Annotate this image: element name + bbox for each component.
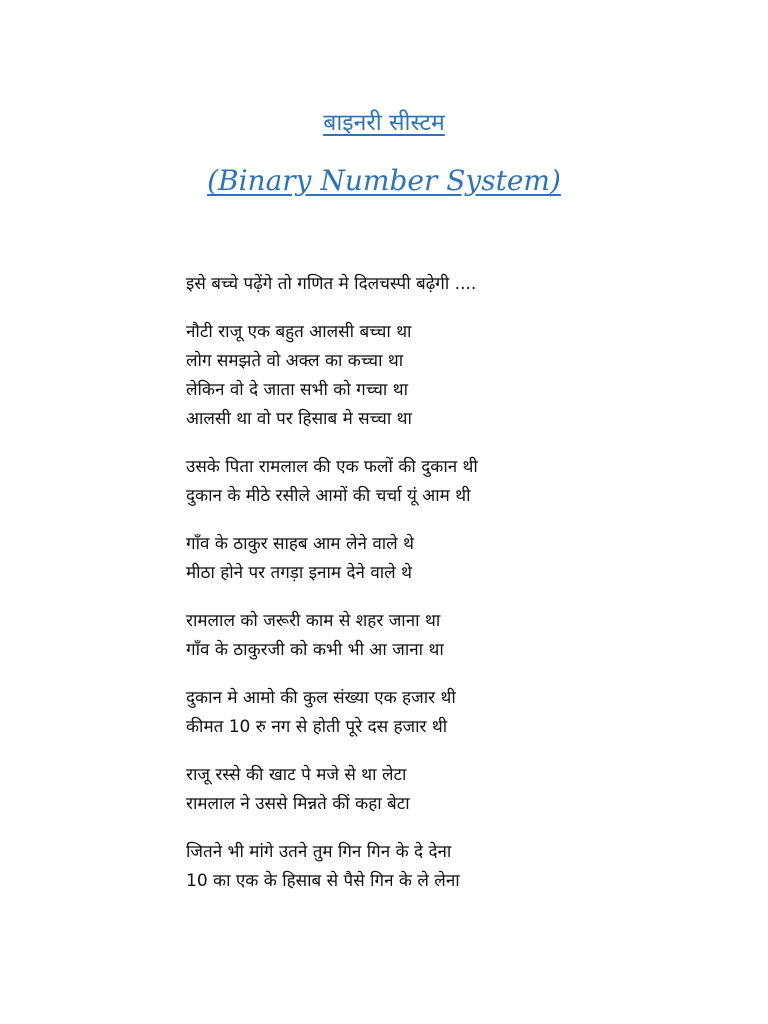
poem-line: गाँव के ठाकुरजी को कभी भी आ जाना था [186,640,444,660]
poem-line: आलसी था वो पर हिसाब मे सच्चा था [186,409,412,429]
poem-line: लोग समझते वो अक्ल का कच्चा था [186,351,404,371]
poem-line: 10 का एक के हिसाब से पैसे गिन के ले लेना [186,871,460,891]
stanza [186,453,746,511]
poem-line: उसके पिता रामलाल की एक फलों की दुकान थी [186,457,478,477]
poem-line: रामलाल ने उससे मिन्नते कीं कहा बेटा [186,794,410,814]
poem-line: नौटी राजू एक बहुत आलसी बच्चा था [186,322,412,342]
stanza [186,270,746,299]
stanza [186,838,746,896]
stanza [186,318,746,434]
poem-line: इसे बच्चे पढ़ेंगे तो गणित मे दिलचस्पी बढ़ेगी .... [186,274,477,294]
stanza [186,530,746,588]
poem-line: लेकिन वो दे जाता सभी को गच्चा था [186,380,408,400]
poem-line: गाँव के ठाकुर साहब आम लेने वाले थे [186,534,414,554]
poem-line: कीमत 10 रु नग से होती पूरे दस हजार थी [186,717,448,737]
stanza [186,684,746,742]
page-title-english: (Binary Number System) [207,164,561,197]
poem-line: जितने भी मांगे उतने तुम गिन गिन के दे देना [186,842,452,862]
poem-line: मीठा होने पर तगड़ा इनाम देने वाले थे [186,563,412,583]
poem-body [186,270,746,915]
poem-line: दुकान मे आमो की कुल संख्या एक हजार थी [186,688,456,708]
poem-line: दुकान के मीठे रसीले आमों की चर्चा यूं आम थी [186,486,471,506]
poem-line: राजू रस्से की खाट पे मजे से था लेटा [186,765,407,785]
stanza [186,761,746,819]
poem-line: रामलाल को जरूरी काम से शहर जाना था [186,611,441,631]
page-title-hindi: बाइनरी सीस्टम [323,110,445,136]
stanza [186,607,746,665]
